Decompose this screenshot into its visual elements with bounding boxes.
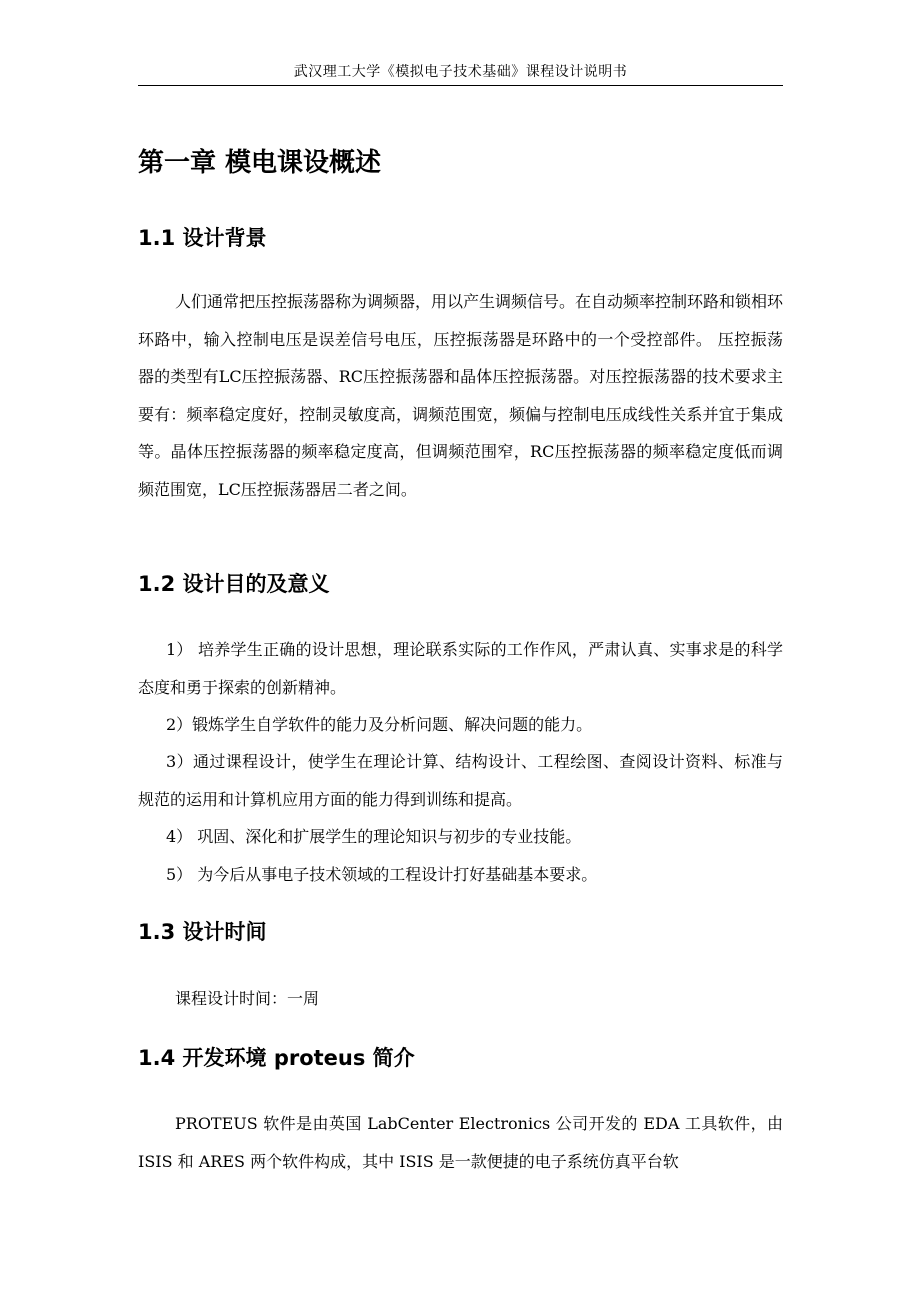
section-1-3-paragraph: 课程设计时间：一周 — [175, 989, 320, 1008]
section-title-1-2: 1.2 设计目的及意义 — [138, 572, 330, 596]
objective-item-5: 5） 为今后从事电子技术领域的工程设计打好基础基本要求。 — [166, 865, 598, 884]
objective-item-4: 4） 巩固、深化和扩展学生的理论知识与初步的专业技能。 — [166, 827, 582, 846]
running-header: 武汉理工大学《模拟电子技术基础》课程设计说明书 — [293, 64, 628, 80]
objective-item-1: 1） 培养学生正确的设计思想，理论联系实际的工作作风，严肃认真、实事求是的科学态度和勇于探索的创新精神。 — [138, 640, 783, 697]
objective-item-2: 2）锻炼学生自学软件的能力及分析问题、解决问题的能力。 — [166, 715, 593, 734]
section-title-1-3: 1.3 设计时间 — [138, 920, 267, 944]
section-title-1-4: 1.4 开发环境 proteus 简介 — [138, 1046, 415, 1070]
chapter-title: 第一章 模电课设概述 — [138, 148, 382, 178]
header-rule — [138, 85, 783, 86]
section-1-4-paragraph: PROTEUS 软件是由英国 LabCenter Electronics 公司开发的 EDA 工具软件，由 ISIS 和 ARES 两个软件构成，其中 ISIS 是一款便捷的电子系统仿真平台软 — [138, 1114, 783, 1171]
objective-item-3: 3）通过课程设计，使学生在理论计算、结构设计、工程绘图、查阅设计资料、标准与规范的运用和计算机应用方面的能力得到训练和提高。 — [138, 752, 783, 809]
section-title-1-1: 1.1 设计背景 — [138, 226, 267, 250]
section-1-1-paragraph: 人们通常把压控振荡器称为调频器，用以产生调频信号。在自动频率控制环路和锁相环环路中，输入控制电压是误差信号电压，压控振荡器是环路中的一个受控部件。 压控振荡器的类型有LC压控振荡器、RC压控振荡器和晶体压控振荡器。对压控振荡器的技术要求主要有：频率稳定度好，控制灵敏度高，调频范围宽，频偏与控制电压成线性关系并宜于集成等。晶体压控振荡器的频率稳定度高，但调频范围窄，RC压控振荡器的频率稳定度低而调频范围宽，LC压控振荡器居二者之间。 — [138, 292, 784, 499]
